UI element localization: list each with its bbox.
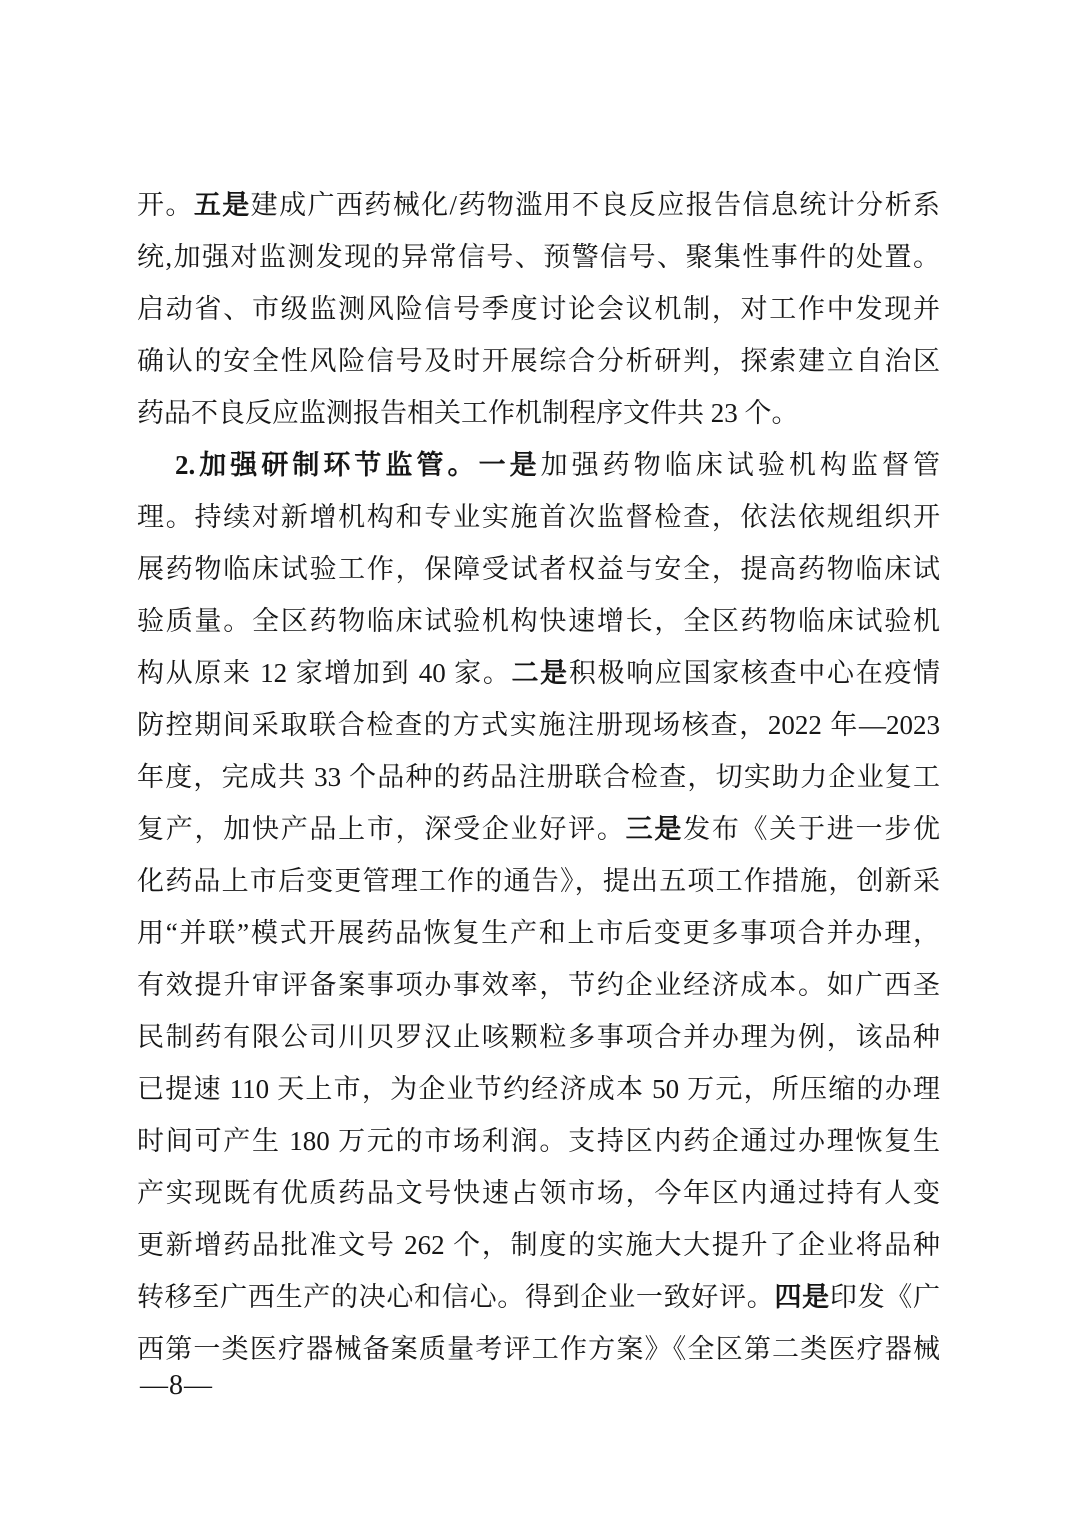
text-segment: 展药物临床试验工作，保障受试者权益与安全，提高药物临床试 (137, 554, 940, 584)
text-segment: 民制药有限公司川贝罗汉止咳颗粒多事项合并办理为例，该品种 (137, 1022, 940, 1052)
text-line (137, 335, 940, 387)
text-line (137, 1167, 940, 1219)
text-line (137, 543, 940, 595)
bold-text-segment: 2.加强研制环节监管。 (175, 450, 479, 480)
text-segment: 确认的安全性风险信号及时开展综合分析研判，探索建立自治区 (137, 346, 940, 376)
text-line (137, 1323, 940, 1375)
text-line (137, 699, 940, 751)
text-segment: 复产，加快产品上市，深受企业好评。 (137, 814, 626, 844)
text-line (137, 751, 940, 803)
text-segment: 理。持续对新增机构和专业实施首次监督检查，依法依规组织开 (137, 502, 940, 532)
text-segment: 印发《广 (829, 1282, 941, 1312)
text-line (137, 231, 940, 283)
text-segment: 用“并联”模式开展药品恢复生产和上市后变更多事项合并办理， (137, 918, 940, 948)
text-line (137, 439, 940, 491)
bold-text-segment: 四是 (774, 1282, 830, 1312)
text-line (137, 595, 940, 647)
text-line (137, 803, 940, 855)
text-segment: 药品不良反应监测报告相关工作机制程序文件共 23 个。 (137, 398, 799, 428)
text-segment: 已提速 110 天上市，为企业节约经济成本 50 万元，所压缩的办理 (137, 1074, 940, 1104)
text-segment: 统,加强对监测发现的异常信号、预警信号、聚集性事件的处置。 (137, 242, 940, 272)
text-line (137, 283, 940, 335)
document-body (137, 179, 940, 1375)
text-line (137, 959, 940, 1011)
page-number: —8— (140, 1370, 213, 1401)
text-line (137, 1011, 940, 1063)
text-segment: 西第一类医疗器械备案质量考评工作方案》《全区第二类医疗器械 (137, 1334, 940, 1364)
text-segment: 有效提升审评备案事项办事效率，节约企业经济成本。如广西圣 (137, 970, 940, 1000)
text-segment: 发布《关于进一步优 (683, 814, 941, 844)
text-segment: 构从原来 12 家增加到 40 家。 (137, 658, 512, 688)
text-segment: 加强药物临床试验机构监督管 (540, 450, 940, 480)
bold-text-segment: 二是 (511, 658, 569, 688)
text-line (137, 855, 940, 907)
bold-text-segment: 三是 (625, 814, 684, 844)
text-segment: 验质量。全区药物临床试验机构快速增长，全区药物临床试验机 (137, 606, 940, 636)
text-segment: 启动省、市级监测风险信号季度讨论会议机制，对工作中发现并 (137, 294, 940, 324)
text-segment: 化药品上市后变更管理工作的通告》，提出五项工作措施，创新采 (137, 866, 940, 896)
text-line (137, 1219, 940, 1271)
text-segment: 防控期间采取联合检查的方式实施注册现场核查，2022 年—2023 (137, 710, 940, 740)
text-segment: 产实现既有优质药品文号快速占领市场，今年区内通过持有人变 (137, 1178, 940, 1208)
text-line (137, 907, 940, 959)
text-line (137, 1063, 940, 1115)
text-segment: 开。 (137, 190, 194, 220)
text-line (137, 1271, 940, 1323)
text-segment: 更新增药品批准文号 262 个，制度的实施大大提升了企业将品种 (137, 1230, 940, 1260)
text-segment: 积极响应国家核查中心在疫情 (568, 658, 941, 688)
text-segment: 转移至广西生产的决心和信心。得到企业一致好评。 (137, 1282, 775, 1312)
bold-text-segment: 五是 (193, 190, 251, 220)
text-line (137, 491, 940, 543)
text-segment: 建成广西药械化/药物滥用不良反应报告信息统计分析系 (250, 190, 941, 220)
bold-text-segment: 一是 (478, 450, 541, 480)
text-segment: 时间可产生 180 万元的市场利润。支持区内药企通过办理恢复生 (137, 1126, 940, 1156)
text-line (137, 1115, 940, 1167)
text-line (137, 179, 940, 231)
text-line (137, 647, 940, 699)
text-line (137, 387, 940, 439)
text-segment: 年度，完成共 33 个品种的药品注册联合检查，切实助力企业复工 (137, 762, 940, 792)
